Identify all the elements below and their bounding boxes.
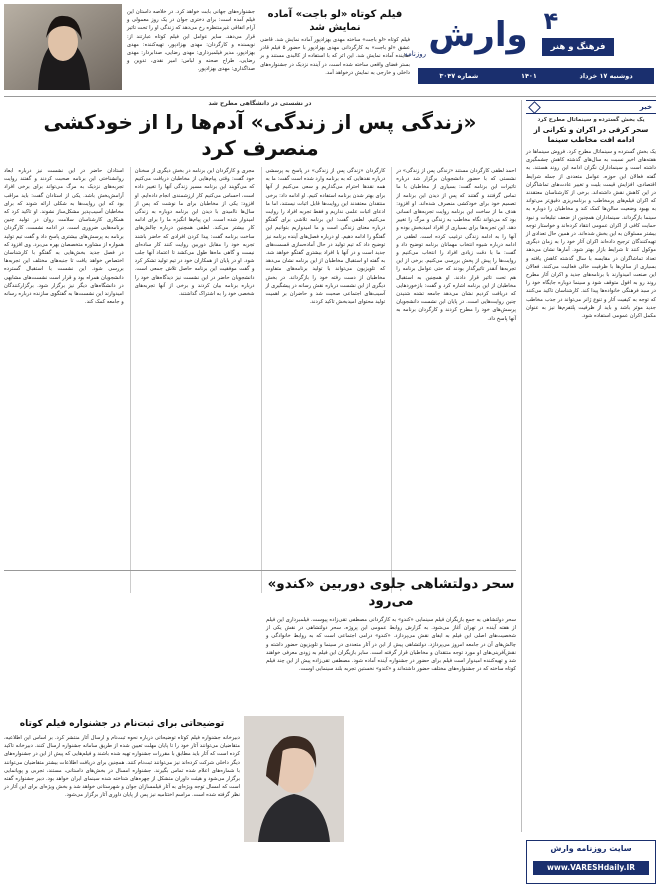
main-story-columns bbox=[4, 167, 516, 593]
main-story-col-4: استادان حاضر در این نشست نیز درباره ابعاد روانشناختی این برنامه صحبت کردند و گفتند روایت تجربه‌های نزدیک به مرگ می‌تواند برای برخی افراد آرامش‌بخش باشد. یکی از استادان گفت: باید مراقب بود که این روایت‌ها به شکلی ارائه شوند که برای مخاطبان آسیب‌پذیر مشکل‌ساز نشوند. او تاکید کرد که همکاری کارشناسان سلامت روان در تولید چنین برنامه‌هایی ضروری است. در ادامه نشست، کارگردان برنامه به پرسش‌های بیشتری پاسخ داد و گفت تیم تولید همواره از مشاوره متخصصان بهره می‌برد. وی افزود که در فصل جدید بخش‌هایی به گفتگو با کارشناسان اختصاص خواهد یافت تا جنبه‌های مختلف این تجربه‌ها بررسی شود. این نشست با استقبال گسترده دانشجویان همراه بود و قرار است نشست‌های مشابهی در دانشگاه‌های دیگر نیز برگزار شود. برگزارکنندگان امیدوارند این نشست‌ها به گفتگوی سازنده درباره رسانه و جامعه کمک کند. bbox=[4, 168, 124, 306]
news-body: یک بخش گسترده و سینماتال مطرح کرد. فروش سینماها در هفته‌های اخیر نسبت به سال‌های گذشته کاهش چشمگیری داشته است و سینماداران نگران ادامه این روند هستند. به گفته فعالان این حوزه، عوامل متعددی از جمله شرایط اقتصادی، افزایش قیمت بلیت و تغییر عادت‌های تماشاگران در این کاهش نقش داشته‌اند. برخی از کارشناسان معتقدند که اکران فیلم‌های پرمخاطب و برنامه‌ریزی دقیق‌تر می‌تواند به بهبود وضعیت سالن‌ها کمک کند و مخاطبان را دوباره به سینما بازگرداند. سینماداران همچنین از ضعف تبلیغات و نبود حمایت کافی از اکران عمومی انتقاد کرده‌اند و خواستار توجه بیشتر مسئولان به این بخش شده‌اند. در همین حال تعدادی از تهیه‌کنندگان ترجیح داده‌اند اکران آثار خود را به زمان دیگری موکول کنند تا شرایط بازار بهتر شود. آمارها نشان می‌دهد تعداد تماشاگران در مقایسه با سال گذشته کاهش یافته و بسیاری از سالن‌ها با ظرفیت خالی فعالیت می‌کنند. فعالان این صنعت امیدوارند با برنامه‌های جدید و اکران آثار مطرح روند رو به افول متوقف شود و سینما دوباره جایگاه خود را در سبد فرهنگی خانواده‌ها پیدا کند. کارشناسان تاکید می‌کنند که توجه به کیفیت آثار و تنوع ژانر می‌تواند در جذب مخاطب جدید موثر باشد و باید از ظرفیت پلتفرم‌ها نیز به عنوان مکمل اکران عمومی استفاده شود. bbox=[526, 149, 656, 320]
svg-text:روزنامه: روزنامه bbox=[404, 50, 426, 58]
top-story-body: فیلم کوتاه «لو باجت» ساخته مهدی بهزادپور آماده نمایش شد. قاضی عشق «لو باجت» به کارگردانی مهدی بهزادپور با حضور ۵ فیلم قادر نماینده آماده نمایش شد. این اثر که با استفاده از کالبدی مستند و بر بستر فضای واقعی ساخته شده است، در آینده نزدیک در جشنواره‌های داخلی و خارجی به نمایش درخواهد آمد. bbox=[260, 37, 410, 76]
news-headline-kicker: یک بخش گسترده و سینماتال مطرح کرد bbox=[537, 117, 645, 123]
issue-year: ۱۴۰۱ bbox=[520, 72, 537, 80]
festival-story-headline: توضیحاتی برای ثبت‌نام در جشنواره فیلم کوتاه bbox=[19, 719, 225, 729]
sahar-story-headline: سحر دولتشاهی جلوی دوربین «کندو» می‌رود bbox=[267, 576, 515, 609]
issue-date: دوشنبه ۱۷ خرداد bbox=[579, 72, 633, 80]
sahar-dolatshahi-photo bbox=[244, 716, 344, 842]
issue-label: شماره bbox=[457, 72, 479, 80]
credits-box bbox=[127, 8, 255, 86]
news-label-bar bbox=[526, 100, 656, 114]
issue-number-group bbox=[439, 68, 478, 84]
top-story-title: فیلم کوتاه «لو باجت» آماده نمایش شد bbox=[267, 9, 403, 33]
top-story bbox=[260, 8, 410, 86]
section-divider bbox=[4, 570, 516, 571]
news-diamond-icon bbox=[528, 101, 541, 114]
newspaper-logo bbox=[404, 8, 536, 60]
news-column bbox=[526, 100, 656, 832]
logo-mark: وارش bbox=[428, 15, 528, 55]
actress-portrait-photo bbox=[4, 4, 122, 90]
news-headline: سحر کرفی در اکران و تکرانی از ادامه افت مخاطب سینما bbox=[533, 125, 649, 144]
festival-story-body: دبیرخانه جشنواره فیلم کوتاه توضیحاتی درباره نحوه ثبت‌نام و ارسال آثار منتشر کرد. بر اساس این اطلاعیه، متقاضیان می‌توانند آثار خود را تا پایان مهلت تعیین شده از طریق سامانه جشنواره ارسال کنند. دبیرخانه تاکید کرده است که آثار باید مطابق با مقررات جشنواره تهیه شده باشند و فیلم‌هایی که پیش از این در جشنواره‌های دیگر داخلی شرکت کرده‌اند نیز می‌توانند ثبت‌نام کنند. همچنین برای دریافت اطلاعات بیشتر متقاضیان می‌توانند با شماره‌های اعلام شده تماس بگیرند. جشنواره امسال در بخش‌های داستانی، مستند، تجربی و پویانمایی برگزار می‌شود و هیئت داوران متشکل از چهره‌های شناخته شده سینمای ایران خواهد بود. دبیر جشنواره گفته است که امسال توجه ویژه‌ای به آثار فیلمسازان جوان و شهرستانی خواهد شد و بخش ویژه‌ای برای این آثار در نظر گرفته شده است. مراسم اختتامیه نیز پس از پایان داوری آثار برگزار می‌شود. bbox=[4, 735, 240, 799]
main-story-kicker: در نشستی در دانشگاهی مطرح شد bbox=[208, 100, 312, 107]
main-story-headline: «زندگی پس از زندگی» آدم‌ها را از خودکشی منصرف کرد bbox=[43, 110, 477, 160]
main-story-col-3: مجری و کارگردان این برنامه در بخش دیگری از سخنان خود گفت: وقتی پیام‌هایی از مخاطبان دریافت می‌کنیم که می‌گویند این برنامه مسیر زندگی آنها را تغییر داده است، احساس می‌کنیم کار ارزشمندی انجام داده‌ایم. او افزود: یکی از مخاطبان برای ما نوشت که پس از سال‌ها ناامیدی با دیدن این برنامه دوباره به زندگی امیدوار شده است. این پیام‌ها انگیزه ما را برای ادامه کار بیشتر می‌کند. لطفی همچنین درباره چالش‌های ساخت برنامه گفت: پیدا کردن افرادی که حاضر باشند تجربه خود را مقابل دوربین روایت کنند کار ساده‌ای نیست و گاهی ماه‌ها طول می‌کشد تا اعتماد آنها جلب شود. او در پایان از همکاران خود در تیم تولید تشکر کرد و گفت موفقیت این برنامه حاصل تلاش جمعی است. دانشجویان حاضر در این نشست نیز دیدگاه‌های خود را درباره برنامه بیان کردند و برخی از آنها تجربه‌های شخصی خود را به اشتراک گذاشتند. bbox=[130, 167, 255, 593]
news-label: خبر bbox=[639, 103, 652, 111]
website-box bbox=[526, 840, 656, 884]
sahar-story-body: سحر دولتشاهی به جمع بازیگران فیلم سینمایی «کندو» به کارگردانی مصطفی تقی‌زاده پیوست. فیلمبرداری این فیلم از هفته آینده در تهران آغاز می‌شود. به گزارش روابط عمومی این پروژه، سحر دولتشاهی در نقش یکی از شخصیت‌های اصلی این فیلم به ایفای نقش می‌پردازد. «کندو» درامی اجتماعی است که به روابط خانوادگی و چالش‌های آن در جامعه امروز می‌پردازد. دولتشاهی پیش از این در آثار متعددی در سینما و تلویزیون حضور داشته و نقش‌آفرینی‌های او مورد توجه منتقدان و مخاطبان قرار گرفته است. سایر بازیگران این فیلم به زودی معرفی خواهند شد و تهیه‌کننده امیدوار است فیلم برای حضور در جشنواره آینده آماده شود. مصطفی تقی‌زاده پیش از این چند فیلم کوتاه ساخته که در جشنواره‌های مختلف حضور داشته‌اند و «کندو» نخستین تجربه بلند سینمایی اوست. bbox=[266, 617, 516, 673]
issue-info-bar bbox=[418, 68, 654, 84]
main-story-col-2: کارگردان «زندگی پس از زندگی» در پاسخ به پرسشی درباره نقدهایی که به برنامه وارد شده است گفت: ما به همه نقدها احترام می‌گذاریم و سعی می‌کنیم از آنها برای بهتر شدن برنامه استفاده کنیم. او ادامه داد: برخی منتقدان معتقدند این روایت‌ها قابل اثبات نیستند، اما ما ادعای اثبات علمی نداریم و فقط تجربه افراد را روایت می‌کنیم. لطفی گفت: این برنامه تلاشی برای گفتگو درباره معنای زندگی است و ما امیدواریم بتوانیم این گفتگو را ادامه دهیم. او درباره فصل‌های آینده برنامه نیز توضیح داد که تیم تولید در حال آماده‌سازی قسمت‌های جدید است و در آنها با افراد بیشتری گفتگو خواهد شد. به گفته او استقبال مخاطبان از این برنامه نشان می‌دهد که تلویزیون می‌تواند با تولید برنامه‌های متفاوت مخاطبان از دست رفته خود را بازگرداند. در بخش دیگری از این نشست درباره نقش رسانه در پیشگیری از آسیب‌های اجتماعی صحبت شد و حاضران بر اهمیت تولید محتوای امیدبخش تاکید کردند. bbox=[261, 167, 386, 593]
festival-story bbox=[4, 718, 240, 884]
column-divider bbox=[521, 100, 522, 832]
issue-number: ۳۰۴۷ bbox=[439, 72, 456, 80]
masthead bbox=[404, 6, 654, 86]
main-story bbox=[4, 100, 516, 564]
page-number: ۴ bbox=[543, 7, 559, 35]
credits-body: جشنواره‌های جهانی بابت خواهد کرد. در خلاصه داستان این فیلم آمده است: برای دختری جوان در یک روز معمولی و آرام اتفاقی غیرمنتظره رخ می‌دهد که زندگی او را تحت تاثیر قرار می‌دهد. سایر عوامل این فیلم کوتاه عبارتند از: نویسنده و کارگردان: مهدی بهزادپور، تهیه‌کننده: مهدی بهزادپور، مدیر فیلمبرداری: مهدی رضایی، صدابردار: مهدی رضایی، طراح صحنه و لباس: امیر نقدی، تدوین و صداگذاری: مهدی بهزادپور. bbox=[127, 9, 255, 73]
header-divider bbox=[4, 96, 656, 97]
main-story-col-1: احمد لطفی کارگردان مستند «زندگی پس از زندگی» در نشستی که با حضور دانشجویان برگزار شد درباره تاثیرات این برنامه گفت: بسیاری از مخاطبان با ما تماس گرفتند و گفتند که پس از دیدن این برنامه از تصمیم خود برای خودکشی منصرف شده‌اند. او افزود: هدف ما از ساخت این برنامه روایت تجربه‌های انسانی بود که می‌تواند نگاه مخاطب به زندگی و مرگ را تغییر دهد. این تجربه‌ها برای بسیاری از افراد امیدبخش بوده و آنها را به ادامه زندگی ترغیب کرده است. لطفی در ادامه درباره شیوه انتخاب مهمانان برنامه توضیح داد و گفت: ما با دقت زیادی افراد را انتخاب می‌کنیم و روایت‌ها را پیش از پخش بررسی می‌کنیم. برخی از این تجربه‌ها آنقدر تاثیرگذار بودند که حتی عوامل برنامه را هم تحت تاثیر قرار دادند. او همچنین به استقبال مخاطبان از این برنامه اشاره کرد و گفت: بازخوردهایی که دریافت کردیم نشان می‌دهد جامعه تشنه شنیدن چنین روایت‌هایی است. در پایان این نشست دانشجویان پرسش‌های خود را مطرح کردند و کارگردان برنامه به آنها پاسخ داد. bbox=[391, 167, 516, 593]
section-label: فرهنگ و هنر bbox=[542, 38, 614, 56]
website-label: سایت روزنامه وارش bbox=[550, 844, 632, 853]
website-url: www.VARESHdaily.IR bbox=[533, 861, 649, 875]
